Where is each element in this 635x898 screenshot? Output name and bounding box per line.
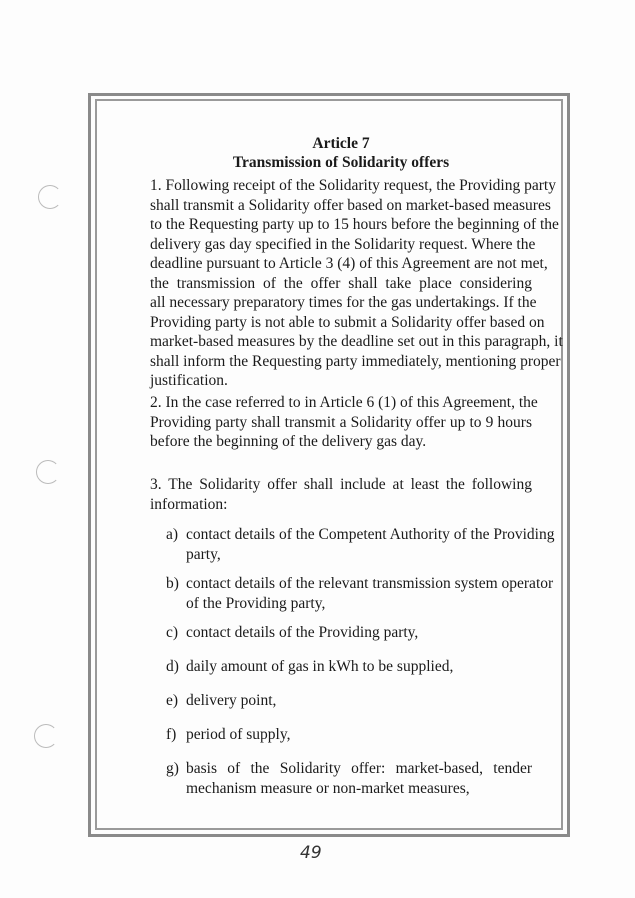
- text-line: Providing party is not able to submit a Solidarity offer based on: [150, 313, 545, 331]
- list-item-text: [186, 525, 555, 564]
- text-line: deadline pursuant to Article 3 (4) of this Agreement are not met,: [150, 255, 548, 272]
- list-item-text: [186, 574, 554, 613]
- text-line: the transmission of the offer shall take place considering: [150, 274, 532, 292]
- text-line: to the Requesting party up to 15 hours before the beginning of the: [150, 216, 559, 233]
- paragraph-2: [150, 393, 538, 452]
- text-line: basis of the Solidarity offer: market-based, tender: [186, 760, 532, 777]
- text-line: Providing party shall transmit a Solidarity offer up to 9 hours: [150, 413, 532, 431]
- binder-hole-mark: [36, 460, 60, 484]
- list-item-label: g): [166, 760, 179, 777]
- paragraph-1: [150, 176, 563, 391]
- text-line: information:: [150, 495, 228, 513]
- text-line: delivery gas day specified in the Solidarity request. Where the: [150, 235, 536, 253]
- text-line: period of supply,: [186, 726, 291, 743]
- paragraph-3: [150, 475, 532, 514]
- text-line: mechanism measure or non-market measures,: [186, 779, 470, 797]
- list-item-text: [186, 691, 532, 711]
- binder-hole-mark: [34, 724, 58, 748]
- text-line: 2. In the case referred to in Article 6 (1) of this Agreement, the: [150, 394, 538, 411]
- list-item-label: b): [166, 575, 179, 592]
- text-line: 1. Following receipt of the Solidarity request, the Providing party: [150, 177, 556, 194]
- text-line: shall inform the Requesting party immediately, mentioning proper: [150, 352, 561, 370]
- text-line: of the Providing party,: [186, 594, 326, 612]
- list-item-text: [186, 725, 532, 745]
- text-line: 3. The Solidarity offer shall include at least the following: [150, 476, 532, 493]
- list-item-label: f): [166, 726, 177, 743]
- list-item-text: [186, 657, 532, 677]
- list-item-label: e): [166, 692, 179, 709]
- binder-hole-mark: [38, 185, 62, 209]
- list-item-text: [186, 759, 532, 798]
- text-line: contact details of the Providing party,: [186, 624, 419, 641]
- list-item-label: d): [166, 658, 179, 675]
- article-number: Article 7: [312, 135, 370, 152]
- text-line: market-based measures by the deadline set out in this paragraph, it: [150, 333, 563, 350]
- text-line: daily amount of gas in kWh to be supplied,: [186, 658, 454, 675]
- text-line: all necessary preparatory times for the gas undertakings. If the: [150, 294, 537, 311]
- article-title: Transmission of Solidarity offers: [232, 154, 450, 171]
- list-item-text: [186, 623, 532, 643]
- text-line: contact details of the relevant transmission system operator: [186, 575, 554, 592]
- list-item-label: c): [166, 624, 179, 641]
- text-line: shall transmit a Solidarity offer based on market-based measures: [150, 196, 551, 214]
- text-line: contact details of the Competent Authority of the Providing: [186, 526, 555, 543]
- text-line: before the beginning of the delivery gas day.: [150, 433, 427, 450]
- list-item-label: a): [166, 526, 179, 543]
- text-line: party,: [186, 545, 221, 563]
- page-number: 49: [300, 843, 322, 863]
- text-line: justification.: [150, 372, 228, 389]
- text-line: delivery point,: [186, 692, 277, 709]
